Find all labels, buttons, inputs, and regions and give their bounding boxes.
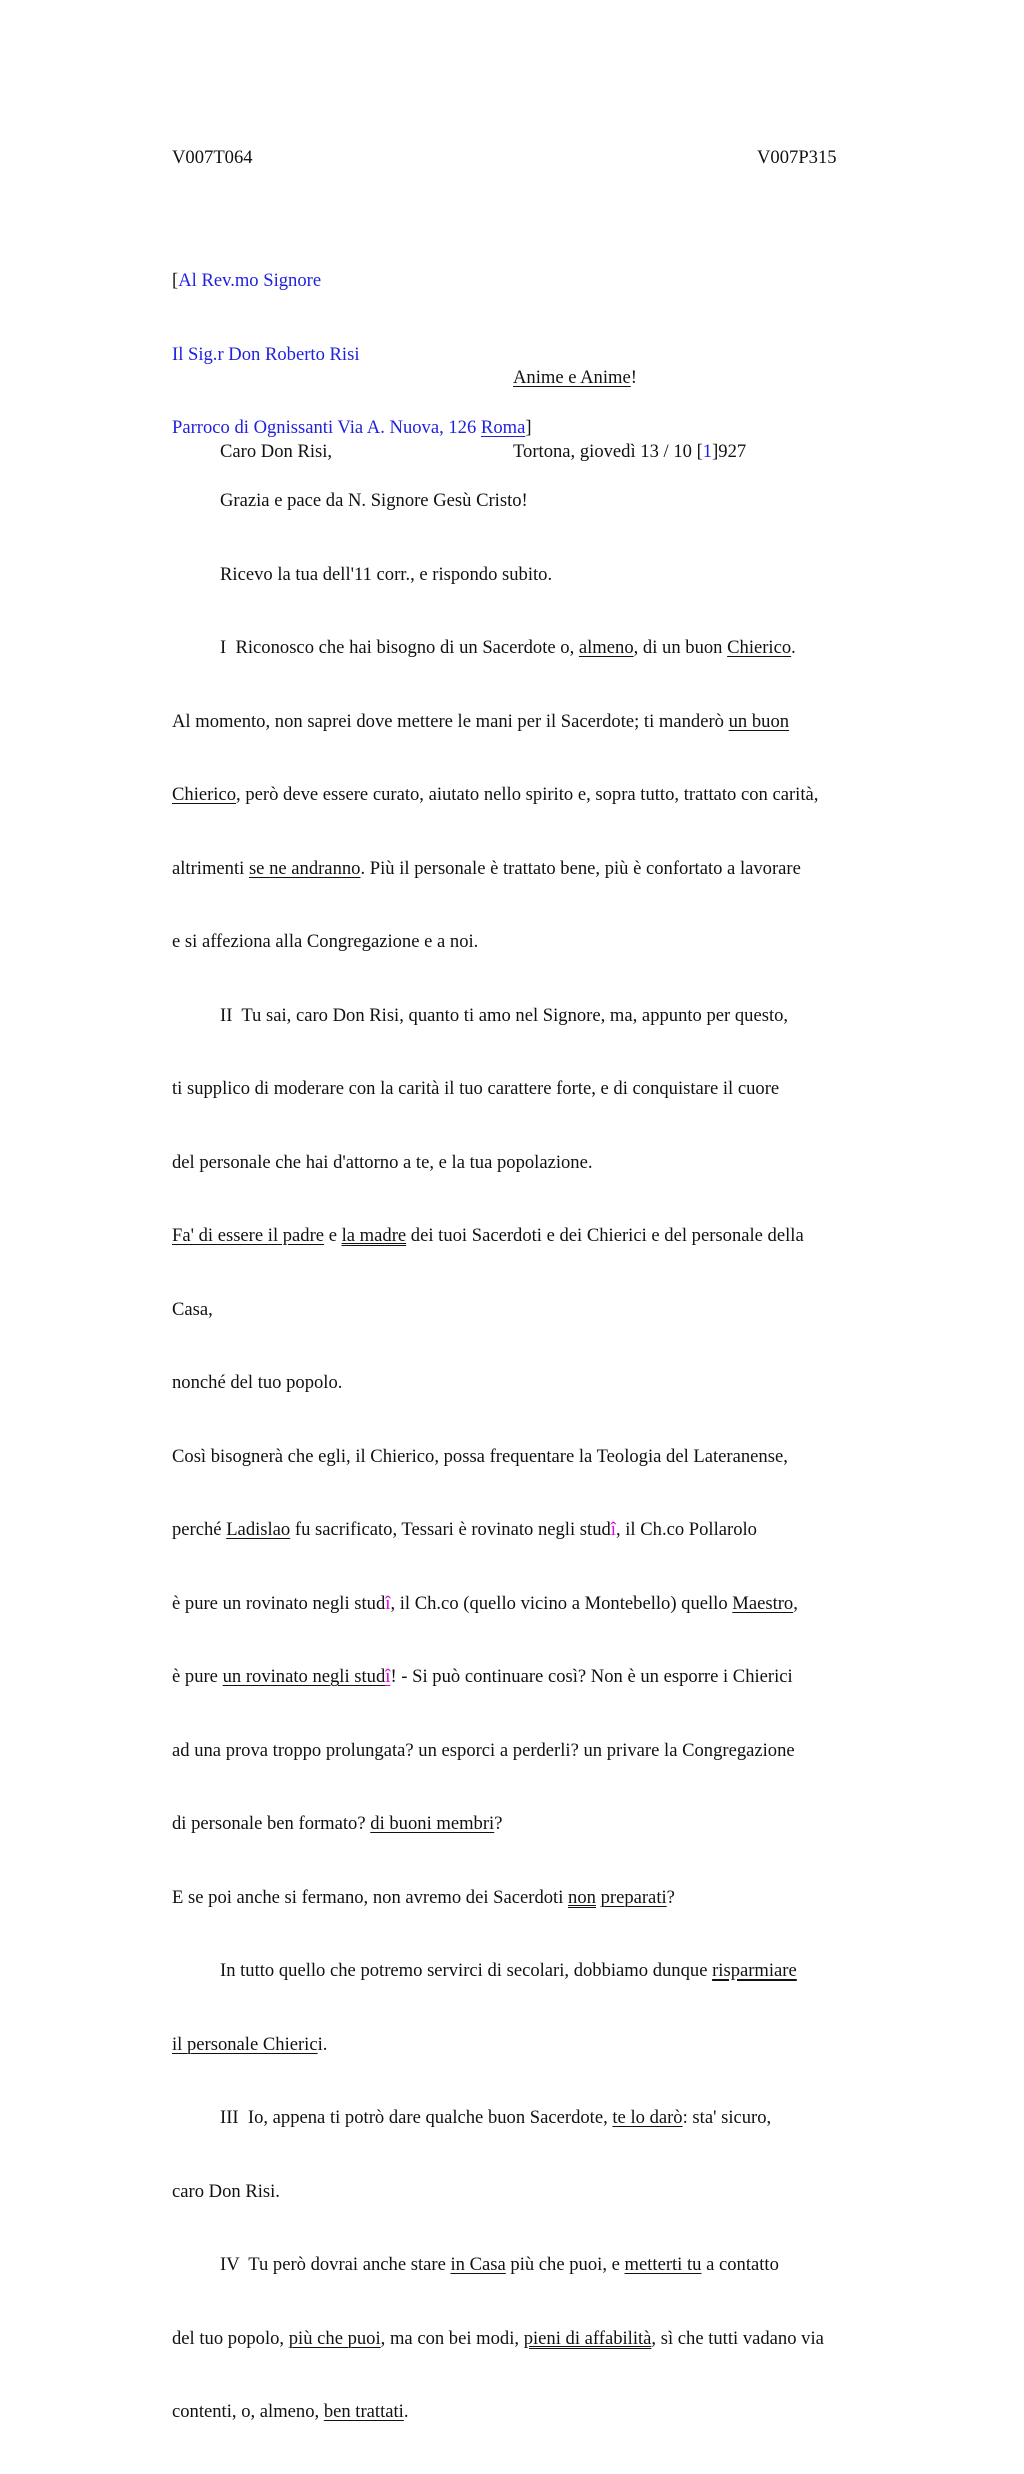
year-correction: 1: [702, 440, 713, 462]
document-code-right: V007P315: [757, 147, 837, 168]
body-line: Al momento, non saprei dove mettere le mani per il Sacerdote; ti manderò un buon: [172, 710, 790, 732]
letter-body: [172, 440, 824, 2474]
body-line: del personale che hai d'attorno a te, e la tua popolazione.: [172, 1151, 593, 1173]
body-line: del tuo popolo, più che puoi, ma con bei modi, pieni di affabilità, sì che tutti vadano via: [172, 2327, 824, 2349]
address-line-1: Al Rev.mo Signore: [178, 270, 322, 291]
body-line: Fa' di essere il padre e la madre dei tuoi Sacerdoti e dei Chierici e del personale della: [172, 1225, 804, 1246]
body-line: Chierico, però deve essere curato, aiutato nello spirito e, sopra tutto, trattato con carità,: [172, 784, 819, 805]
body-line: Casa,: [172, 1298, 213, 1320]
body-line: Grazia e pace da N. Signore Gesù Cristo!: [220, 490, 528, 511]
body-line: Ricevo la tua dell'11 corr., e rispondo subito.: [220, 563, 553, 585]
editorial-mark: î: [385, 1666, 391, 1687]
body-line: di personale ben formato? di buoni membri?: [172, 1813, 503, 1834]
body-line: E se poi anche si fermano, non avremo dei Sacerdoti non preparati?: [172, 1886, 675, 1908]
body-line: perché Ladislao fu sacrificato, Tessari è rovinato negli studî, il Ch.co Pollarolo: [172, 1519, 757, 1540]
body-line: Così bisognerà che egli, il Chierico, possa frequentare la Teologia del Lateranense,: [172, 1445, 788, 1467]
body-line: è pure un rovinato negli studî! - Si può continuare così? Non è un esporre i Chierici: [172, 1666, 793, 1687]
body-line: caro Don Risi.: [172, 2180, 280, 2202]
editorial-mark: î: [610, 1519, 616, 1540]
document-code-left: V007T064: [172, 147, 253, 168]
body-line: ad una prova troppo prolungata? un esporci a perderli? un privare la Congregazione: [172, 1739, 795, 1761]
body-line: e si affeziona alla Congregazione e a noi.: [172, 931, 479, 952]
body-line: è pure un rovinato negli studî, il Ch.co (quello vicino a Montebello) quello Maestro,: [172, 1592, 798, 1614]
body-line: II Tu sai, caro Don Risi, quanto ti amo nel Signore, ma, appunto per questo,: [220, 1004, 789, 1026]
editorial-mark: î: [385, 1592, 391, 1614]
motto-punct: !: [630, 367, 637, 388]
address-line-2: Il Sig.r Don Roberto Risi: [172, 343, 360, 365]
body-line: I Riconosco che hai bisogno di un Sacerdote o, almeno, di un buon Chierico.: [220, 637, 796, 658]
body-line: IV Tu però dovrai anche stare in Casa più che puoi, e metterti tu a contatto: [220, 2254, 779, 2275]
address-close-bracket: ]: [525, 417, 532, 438]
body-line: ti supplico di moderare con la carità il tuo carattere forte, e di conquistare il cuore: [172, 1078, 780, 1099]
motto: Anime e Anime: [513, 367, 631, 388]
body-line: III Io, appena ti potrò dare qualche buon Sacerdote, te lo darò: sta' sicuro,: [220, 2107, 772, 2128]
address-line-3: Parroco di Ognissanti Via A. Nuova, 126: [172, 417, 481, 438]
body-line: contenti, o, almeno, ben trattati.: [172, 2401, 409, 2422]
body-line: In tutto quello che potremo servirci di secolari, dobbiamo dunque risparmiare: [220, 1960, 797, 1981]
salutation-text: Caro Don Risi,: [220, 441, 333, 462]
body-line: il personale Chierici.: [172, 2033, 328, 2055]
place-date-end: ]927: [712, 440, 747, 462]
address-open-bracket: [: [172, 270, 179, 291]
address-city: Roma: [480, 417, 526, 438]
body-line: nonché del tuo popolo.: [172, 1372, 343, 1393]
place-date: Tortona, giovedì 13 / 10 [: [513, 440, 703, 462]
body-line: altrimenti se ne andranno. Più il personale è trattato bene, più è confortato a lavorare: [172, 857, 801, 879]
